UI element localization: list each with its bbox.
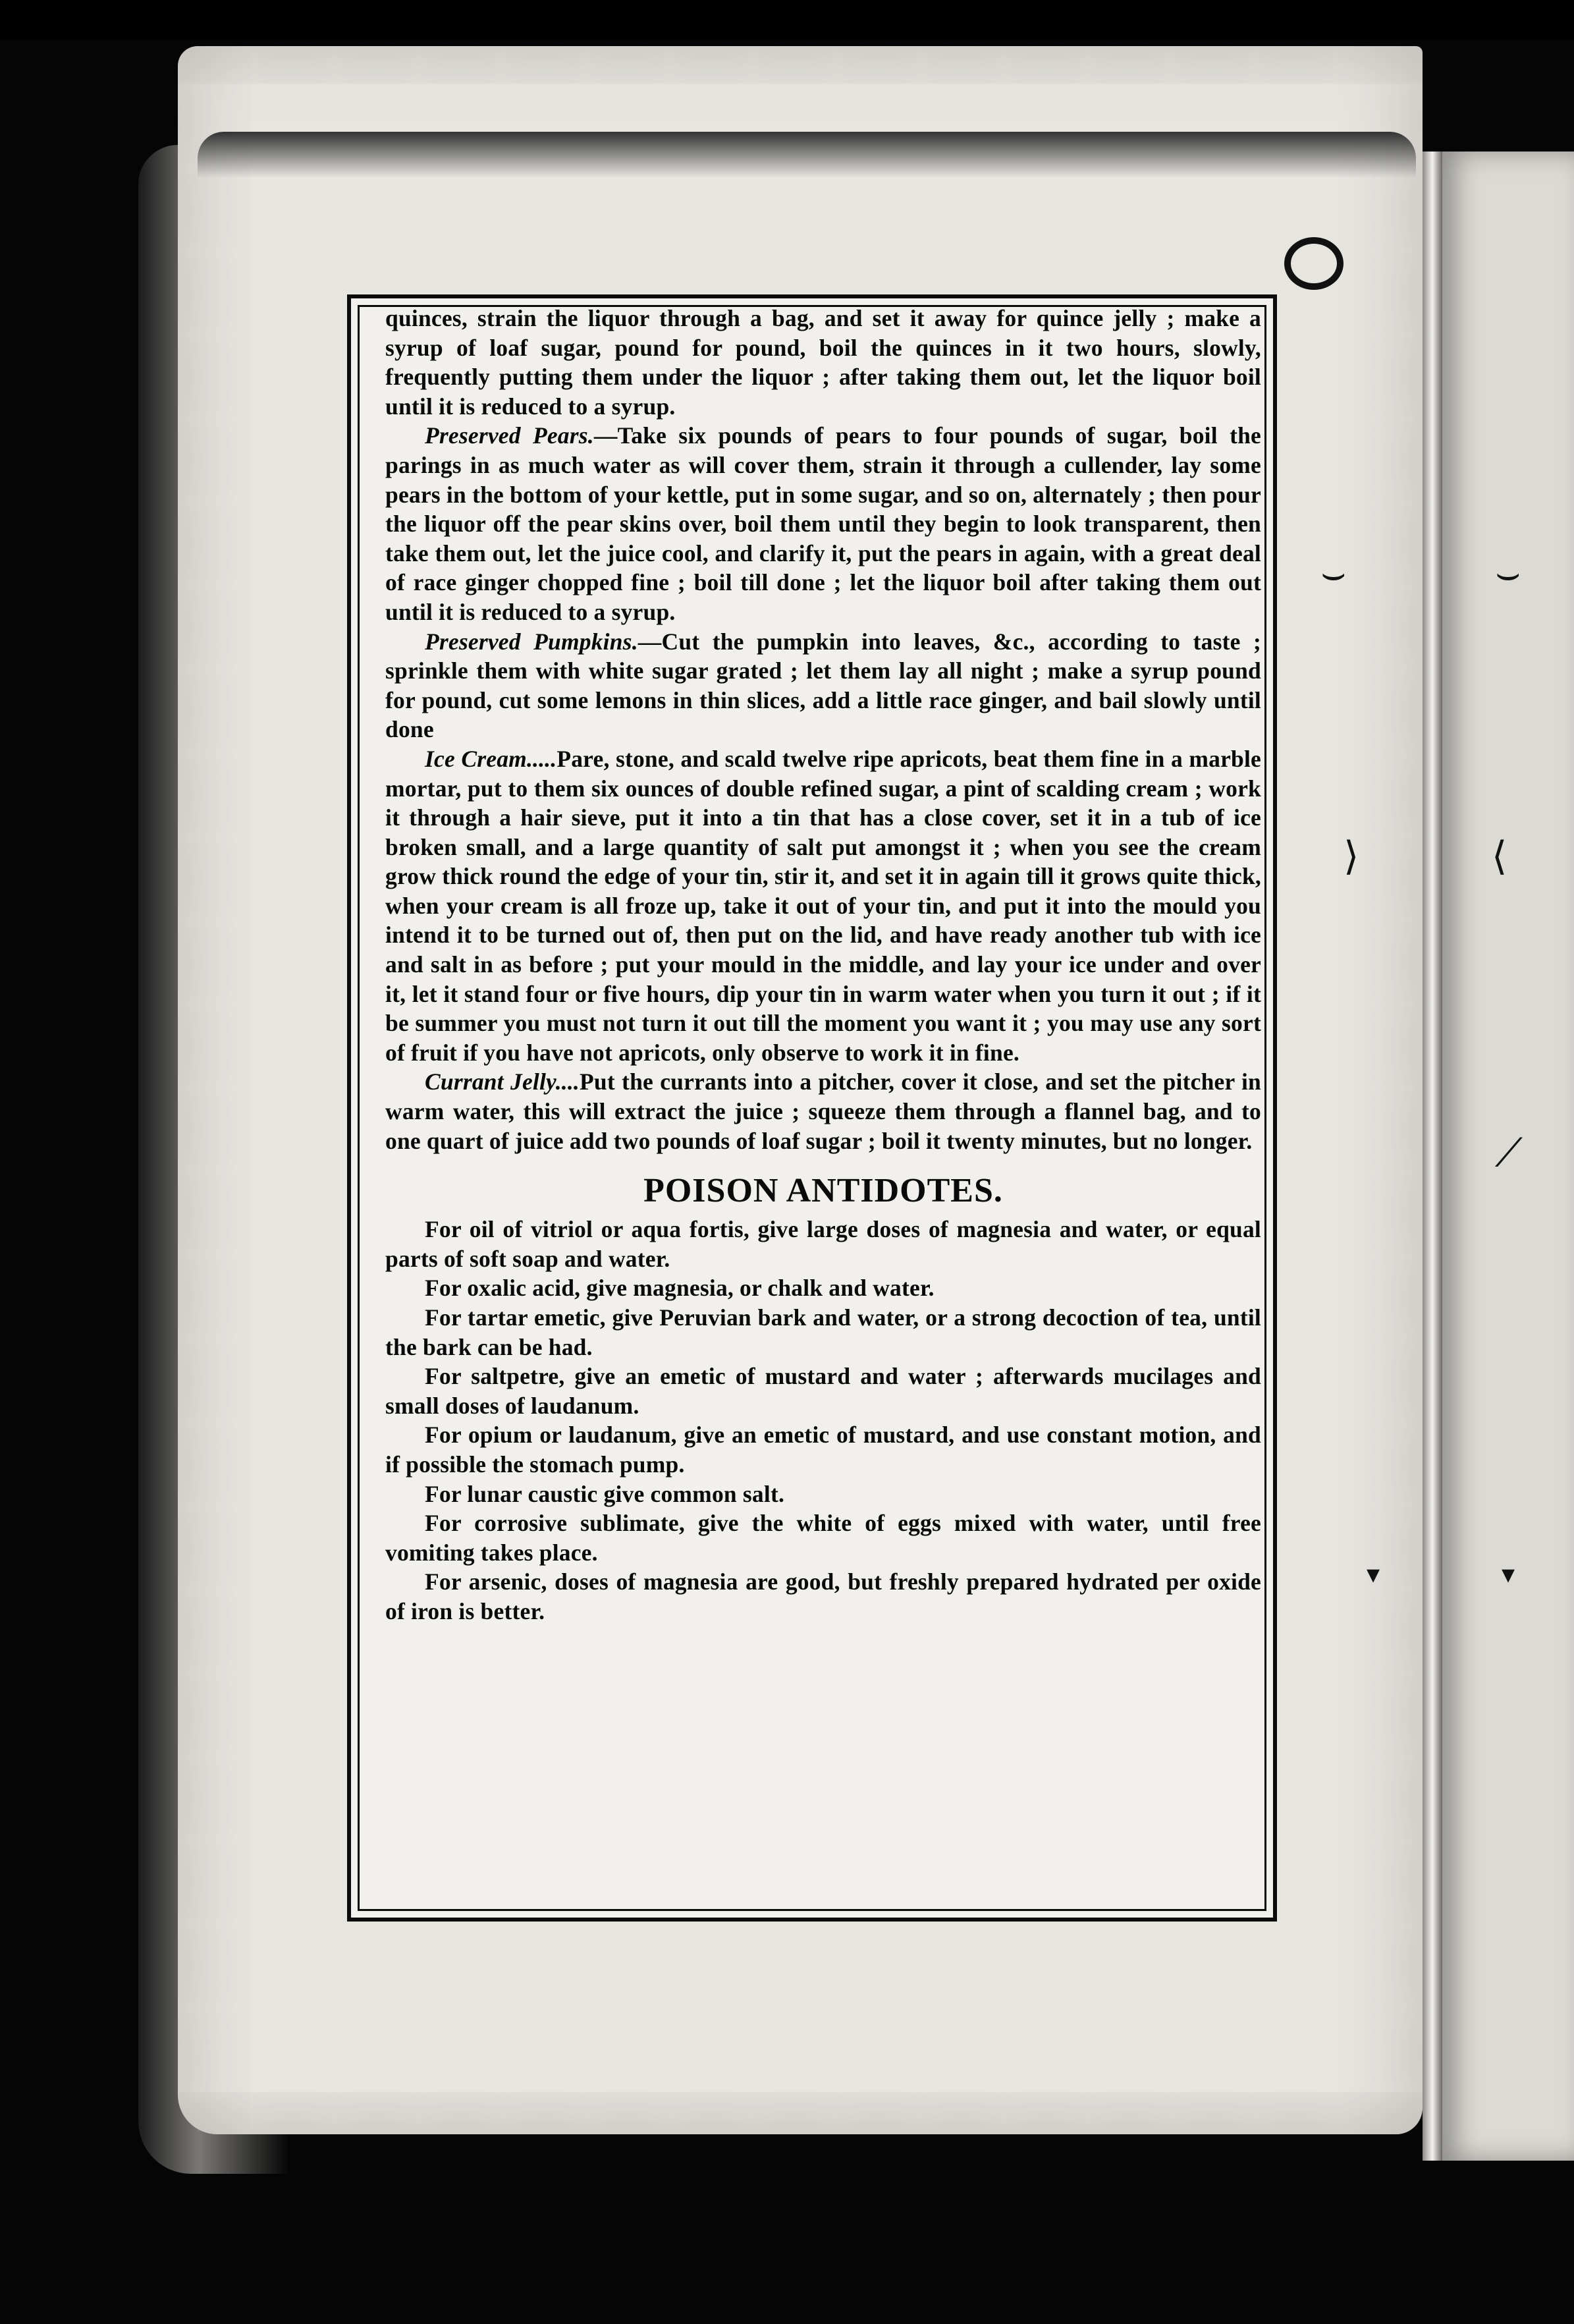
recipe-title: Ice Cream.....: [425, 745, 557, 772]
recipe-paragraph: [385, 1067, 1261, 1155]
margin-mark: ⟩: [1343, 835, 1359, 878]
antidote-item: For oxalic acid, give magnesia, or chalk and water.: [425, 1275, 935, 1302]
page-hole: [1284, 237, 1343, 290]
antidote-item: For saltpetre, give an emetic of mustard and water ; afterwards mucilages and small doses of laudanum.: [385, 1363, 1261, 1419]
recipe-paragraph: [385, 627, 1261, 744]
recipe-paragraph: [385, 744, 1261, 1068]
recipe-title: Currant Jelly....: [425, 1068, 580, 1095]
page-top-shadow: [198, 132, 1416, 178]
recipe-text: —Cut the pumpkin into leaves, &c., according to taste ; sprinkle them with white sugar grated ; let them lay all night ; make a syrup pound for pound, cut some lemons in thin slices, add a little race ginger, and bail slowly until done: [385, 628, 1262, 743]
recipe-text: Put the currants into a pitcher, cover it close, and set the pitcher in warm water, this will extract the juice ; squeeze them through a flannel bag, and to one quart of juice add two pounds of loaf sugar ; boil it twenty minutes, but no longer.: [385, 1068, 1262, 1154]
margin-mark: ⌣: [1320, 551, 1347, 595]
antidote-item: For corrosive sublimate, give the white of eggs mixed with water, until free vomiting takes place.: [385, 1510, 1261, 1566]
recipe-title: Preserved Pears.: [425, 422, 594, 449]
antidote-item: For opium or laudanum, give an emetic of mustard, and use constant motion, and if possible the stomach pump.: [385, 1422, 1261, 1478]
recipe-text: quinces, strain the liquor through a bag, and set it away for quince jelly ; make a syrup of loaf sugar, pound for pound, boil the quinces in it two hours, slowly, frequently putting them under the liquor ; after taking them out, let the liquor boil until it is reduced to a syrup.: [385, 305, 1261, 420]
margin-mark: ⟨: [1492, 835, 1507, 878]
antidote-item: For tartar emetic, give Peruvian bark and water, or a strong decoction of tea, until the bark can be had.: [385, 1304, 1261, 1360]
antidote-item: For lunar caustic give common salt.: [425, 1480, 785, 1507]
recipe-paragraph: [385, 304, 1261, 421]
section-heading: POISON ANTIDOTES.: [643, 1172, 1003, 1210]
gutter-fold: [1423, 152, 1442, 2161]
margin-mark: ▾: [1502, 1559, 1515, 1589]
margin-mark: ▾: [1367, 1559, 1380, 1589]
antidote-item: For arsenic, doses of magnesia are good, but freshly prepared hydrated per oxide of iron is better.: [385, 1568, 1261, 1624]
recipe-text: —Take six pounds of pears to four pounds of sugar, boil the parings in as much water as will cover them, strain it through a cullender, lay some pears in the bottom of your kettle, put in some sugar, and so on, alternately ; then pour the liquor off the pear skins over, boil them until they begin to look transparent, then take them out, let the juice cool, and clarify it, put the pears in again, with a great deal of race ginger chopped fine ; boil till done ; let the liquor boil after taking them out until it is reduced to a syrup.: [385, 422, 1261, 625]
page-content: [385, 304, 1261, 1626]
antidote-item: For oil of vitriol or aqua fortis, give large doses of magnesia and water, or equal parts of soft soap and water.: [385, 1216, 1261, 1272]
recipe-title: Preserved Pumpkins.: [425, 628, 638, 655]
margin-mark: ⌣: [1495, 551, 1521, 595]
margin-mark: ⟋: [1495, 1131, 1523, 1175]
recipe-paragraph: [385, 421, 1261, 626]
text-frame: [347, 294, 1277, 1922]
film-border: [0, 0, 1574, 40]
recipe-text: Pare, stone, and scald twelve ripe apricots, beat them fine in a marble mortar, put to them six ounces of double refined sugar, a pint of scalding cream ; work it through a hair sieve, put it into a tin that has a close cover, set it in a tub of ice broken small, and a large quantity of salt put amongst it ; when you see the cream grow thick round the edge of your tin, stir it, and set it in again till it grows quite thick, when your cream is all froze up, take it out of your tin, and put it into the mould you intend it to be turned out of, then put on the lid, and have ready another tub with ice and salt in as before ; put your mould in the middle, and lay your ice under and over it, let it stand four or five hours, dip your tin in warm water when you turn it out ; if it be summer you must not turn it out till the moment you want it ; you may use any sort of fruit if you have not apricots, only observe to work it in fine.: [385, 745, 1262, 1066]
